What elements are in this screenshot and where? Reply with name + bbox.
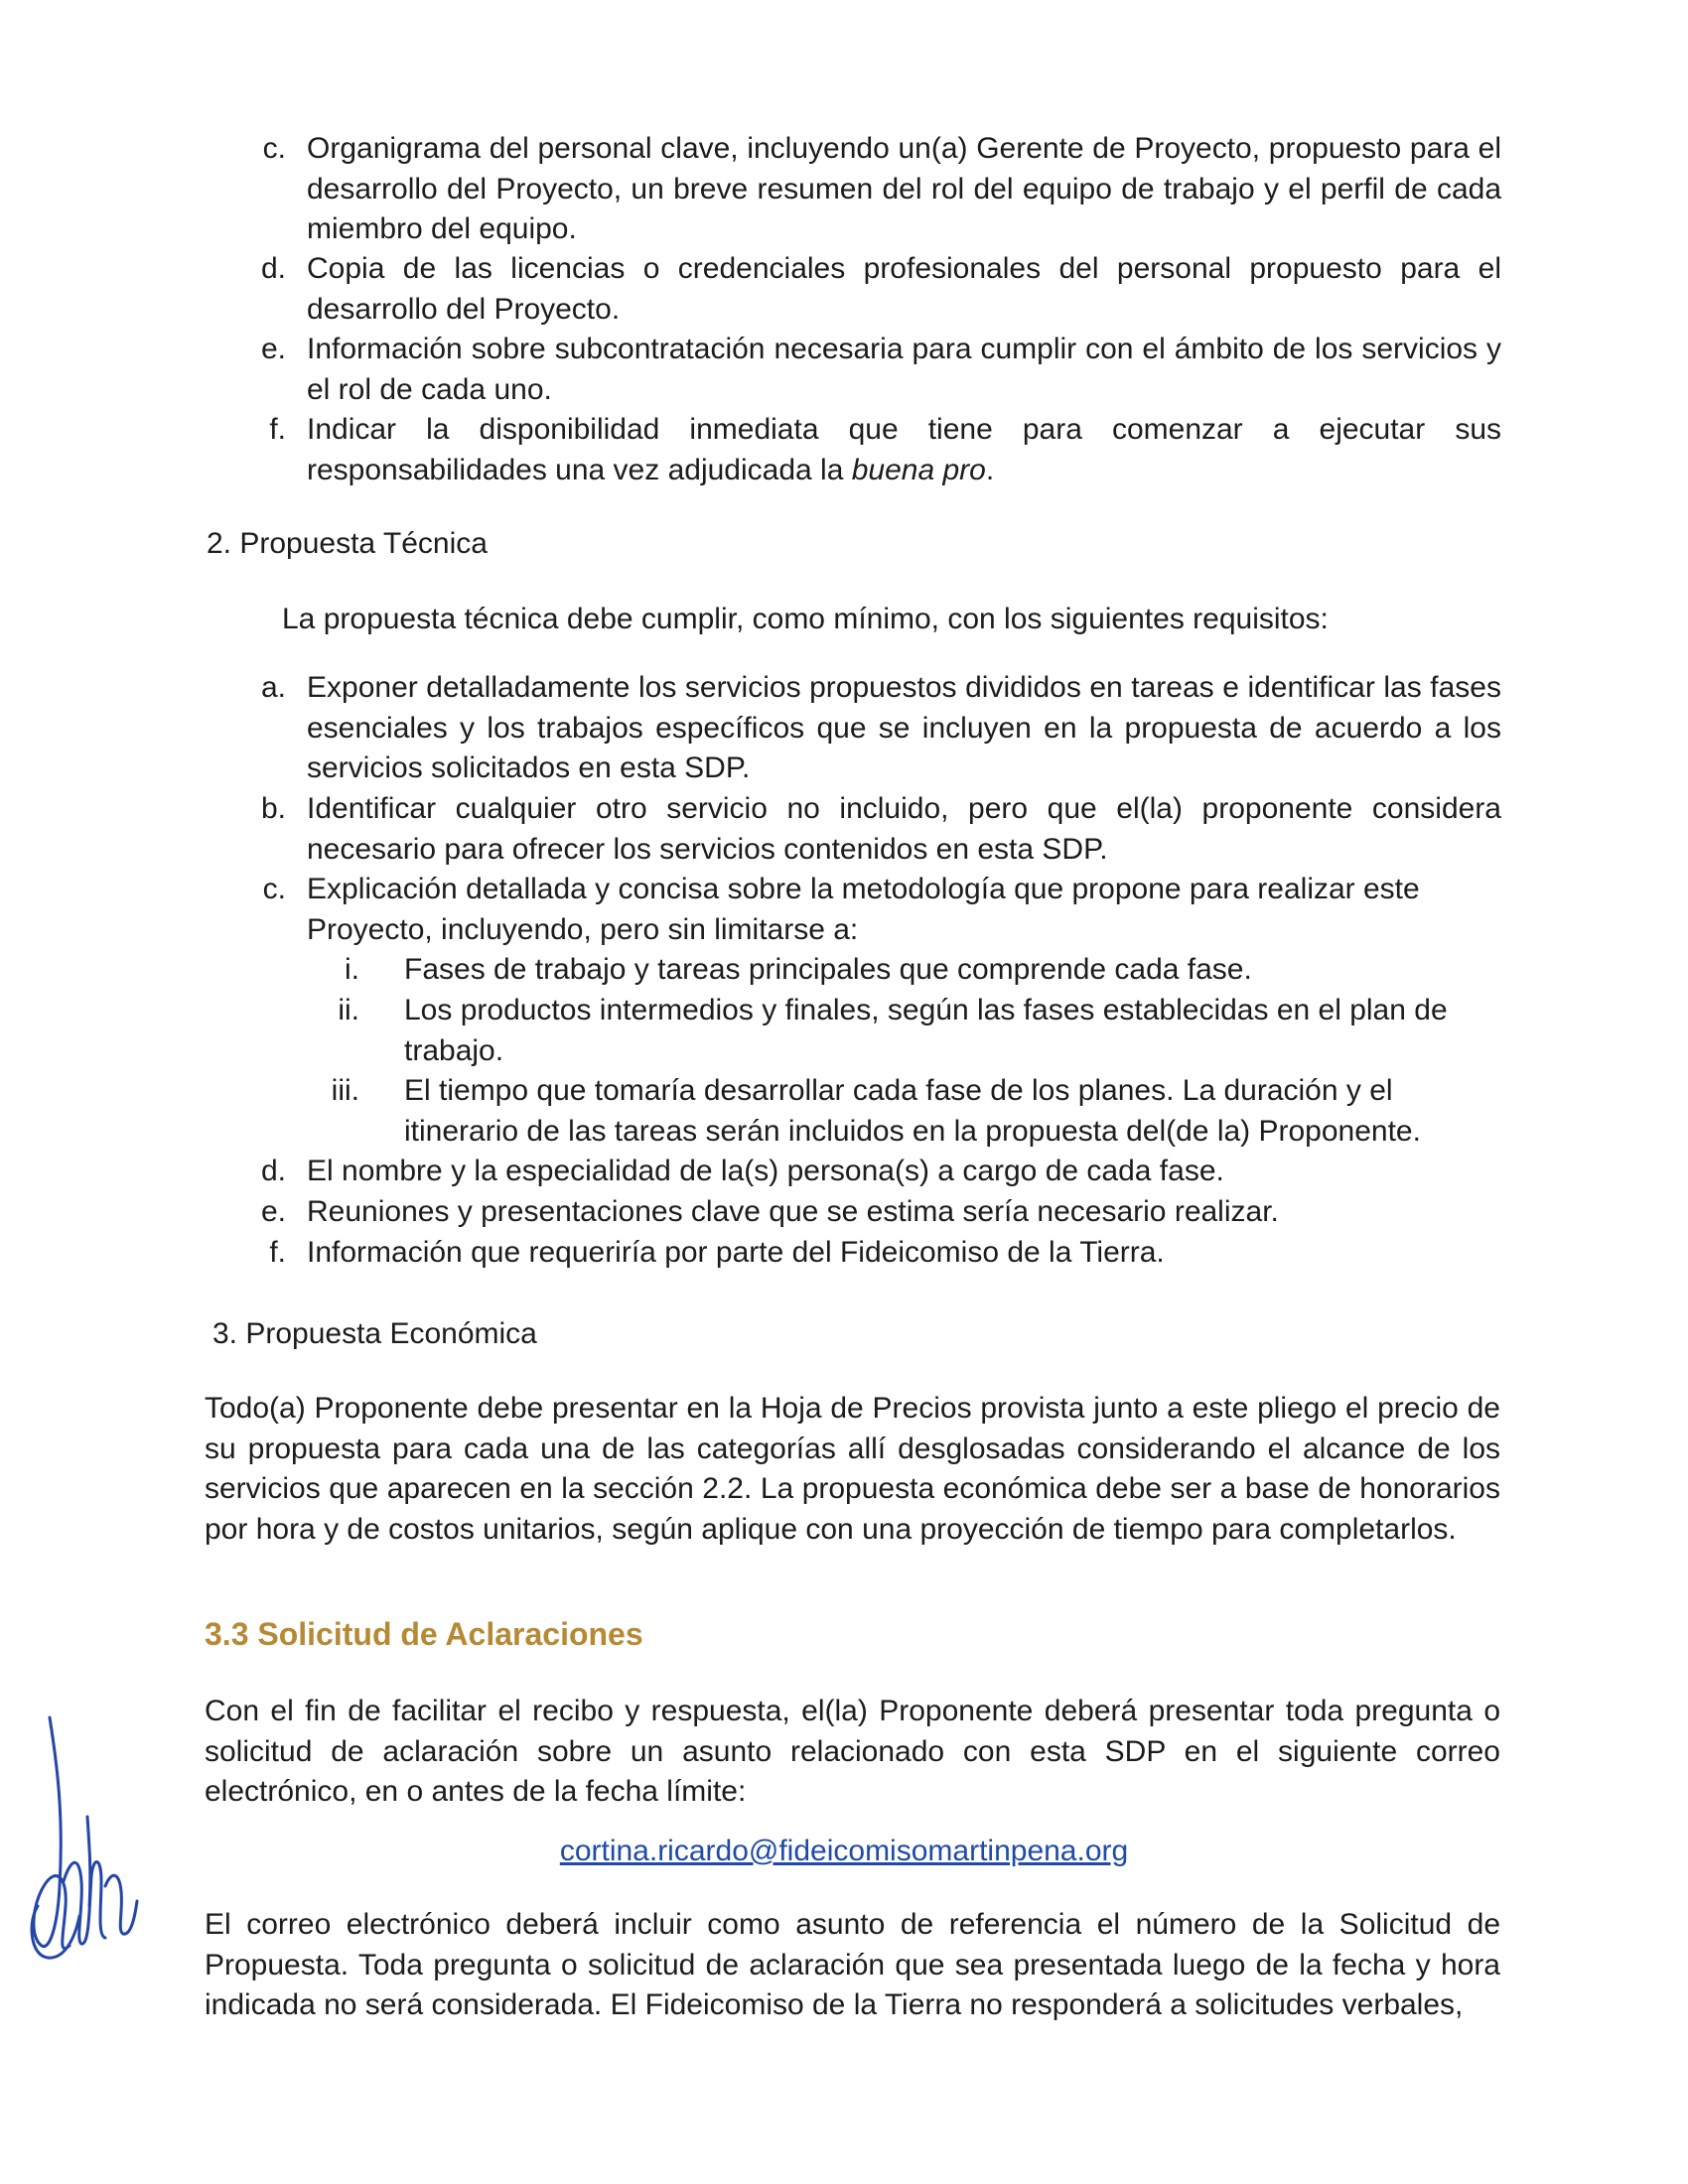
list-marker: b. (260, 792, 286, 825)
heading-solicitud-aclaraciones: 3.3 Solicitud de Aclaraciones (205, 1616, 643, 1652)
signature-stroke (105, 1875, 137, 1934)
list-marker: c. (262, 873, 286, 905)
list-marker: a. (260, 671, 286, 704)
text-segment: Indicar la disponibilidad inmediata que tiene para comenzar a ejecutar sus responsabilidades una vez adjudicada la (307, 413, 1501, 486)
list-item (250, 1192, 1501, 1233)
list-item (250, 1152, 1501, 1192)
list-item (250, 330, 1501, 410)
list-marker: ii. (338, 994, 359, 1026)
italic-term: buena pro (851, 453, 986, 486)
section-title-propuesta-tecnica: 2. Propuesta Técnica (207, 527, 488, 560)
list-item-text: Fases de trabajo y tareas principales que comprende cada fase. (404, 953, 1252, 986)
email-link[interactable]: cortina.ricardo@fideicomisomartinpena.org (559, 1835, 1129, 1867)
sub-list-item (316, 950, 1468, 991)
list-item (250, 249, 1501, 330)
list-marker: e. (260, 333, 286, 365)
paragraph-aclaraciones: Con el fin de facilitar el recibo y respuesta, el(la) Proponente deberá presentar toda pregunta o solicitud de aclaración sobre un asunto relacionado con esta SDP en el siguiente correo electrónico, en o antes de la fecha límite: (205, 1695, 1500, 1808)
list-marker: iii. (331, 1074, 359, 1107)
list-item (250, 668, 1501, 789)
list-item-text: El nombre y la especialidad de la(s) persona(s) a cargo de cada fase. (307, 1155, 1224, 1187)
paragraph-correo: El correo electrónico deberá incluir como asunto de referencia el número de la Solicitud de Propuesta. Toda pregunta o solicitud de aclaración que sea presentada luego de la fecha y hora indicada no será considerada. El Fideicomiso de la Tierra no responderá a solicitudes verbales, (205, 1908, 1500, 2021)
section-title-propuesta-economica: 3. Propuesta Económica (212, 1317, 537, 1350)
list-marker: i. (345, 953, 359, 986)
sub-list-item (316, 991, 1468, 1071)
list-item-text: Información que requeriría por parte del Fideicomiso de la Tierra. (307, 1236, 1165, 1269)
list-marker: d. (260, 252, 286, 285)
list-marker: f. (269, 1236, 286, 1269)
list-item-text: Organigrama del personal clave, incluyendo un(a) Gerente de Proyecto, propuesto para el desarrollo del Proyecto, un breve resumen del rol del equipo de trabajo y el perfil de cada miembro del equipo. (307, 132, 1501, 245)
handwritten-signature (20, 1707, 149, 1966)
list-item (250, 789, 1501, 870)
paragraph-propuesta-economica: Todo(a) Proponente debe presentar en la Hoja de Precios provista junto a este pliego el precio de su propuesta para cada una de las categorías allí desglosadas considerando el alcance de los servicios que aparecen en la sección 2.2. La propuesta económica debe ser a base de honorarios por hora y de costos unitarios, según aplique con una proyección de tiempo para completarlos. (205, 1392, 1500, 1546)
text-segment: . (985, 453, 995, 486)
list-item (250, 870, 1501, 950)
list-item-text: Información sobre subcontratación necesaria para cumplir con el ámbito de los servicios y el rol de cada uno. (307, 333, 1501, 406)
list-marker: f. (269, 413, 286, 446)
list-marker: d. (260, 1155, 286, 1187)
list-item-text: Los productos intermedios y finales, según las fases establecidas en el plan de trabajo. (404, 994, 1448, 1067)
list-item-text (307, 410, 1501, 490)
list-item-text: Explicación detallada y concisa sobre la metodología que propone para realizar este Proyecto, incluyendo, pero sin limitarse a: (307, 873, 1420, 946)
list-item (250, 1233, 1501, 1274)
list-item-text: Identificar cualquier otro servicio no incluido, pero que el(la) proponente considera necesario para ofrecer los servicios contenidos en esta SDP. (307, 792, 1501, 866)
list-item-text: Exponer detalladamente los servicios propuestos divididos en tareas e identificar las fases esenciales y los trabajos específicos que se incluyen en la propuesta de acuerdo a los servicios solicitados en esta SDP. (307, 671, 1501, 784)
list-item-text: El tiempo que tomaría desarrollar cada fase de los planes. La duración y el itinerario de las tareas serán incluidos en la propuesta del(de la) Proponente. (404, 1074, 1421, 1148)
list-item (250, 410, 1501, 490)
signature-stroke (34, 1717, 70, 1949)
list-item-text: Reuniones y presentaciones clave que se estima sería necesario realizar. (307, 1195, 1279, 1228)
list-marker: c. (262, 132, 286, 165)
list-item-text: Copia de las licencias o credenciales profesionales del personal propuesto para el desarrollo del Proyecto. (307, 252, 1501, 326)
list-marker: e. (260, 1195, 286, 1228)
list-item (250, 129, 1501, 250)
signature-stroke (64, 1862, 105, 1944)
signature-stroke (87, 1817, 90, 1906)
sub-list-item (316, 1071, 1468, 1152)
section-intro: La propuesta técnica debe cumplir, como mínimo, con los siguientes requisitos: (282, 603, 1329, 635)
